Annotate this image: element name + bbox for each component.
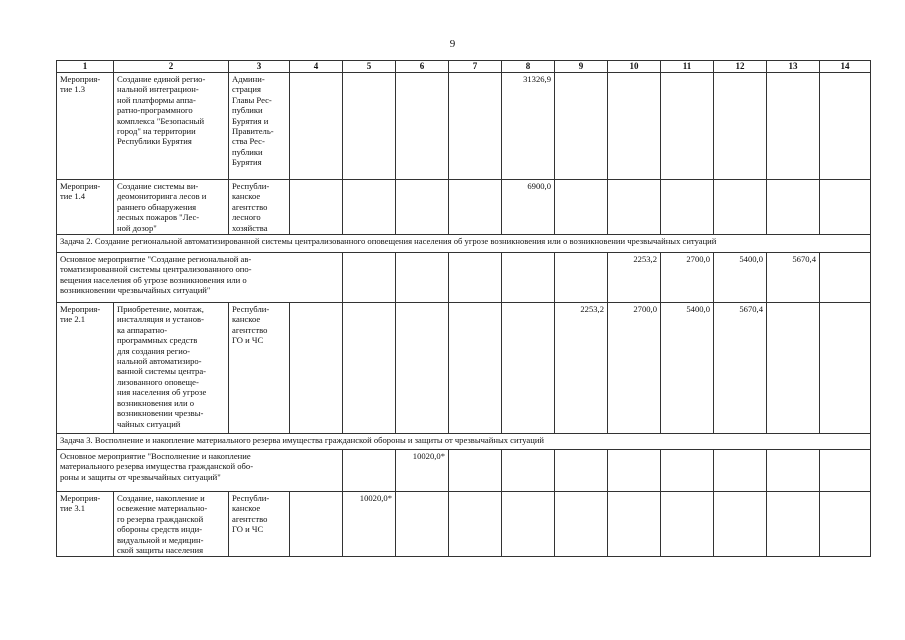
value-col-4 <box>290 303 343 434</box>
value-col-6 <box>449 450 502 492</box>
value-col-8 <box>502 492 555 557</box>
column-header-2: 2 <box>114 61 229 73</box>
value-col-7 <box>449 73 502 180</box>
value-col-7 <box>449 180 502 235</box>
value-col-10: 2700,0 <box>608 303 661 434</box>
value-col-6 <box>449 253 502 303</box>
value-col-6 <box>396 73 449 180</box>
table-row <box>57 450 871 492</box>
activity-name: Создание единой регио- нальной интеграцион- ной платформы аппа- ратно-программного комплекса "Безопасный город" на территории Республики Бурятия <box>114 73 229 180</box>
activity-code: Мероприя- тие 1.4 <box>57 180 114 235</box>
activity-code: Мероприя- тие 3.1 <box>57 492 114 557</box>
value-col-10 <box>608 180 661 235</box>
column-header-1: 1 <box>57 61 114 73</box>
column-header-13: 13 <box>767 61 820 73</box>
value-col-13 <box>820 253 871 303</box>
value-col-14 <box>820 73 871 180</box>
responsible-agency: Республи- канское агентство ГО и ЧС <box>229 303 290 434</box>
value-col-7 <box>502 253 555 303</box>
value-col-12: 5670,4 <box>714 303 767 434</box>
value-col-7 <box>449 303 502 434</box>
value-col-7 <box>502 450 555 492</box>
value-col-12: 5670,4 <box>767 253 820 303</box>
value-col-12 <box>714 492 767 557</box>
column-header-3: 3 <box>229 61 290 73</box>
value-col-6 <box>396 492 449 557</box>
column-header-9: 9 <box>555 61 608 73</box>
responsible-agency: Республи- канское агентство ГО и ЧС <box>229 492 290 557</box>
column-header-5: 5 <box>343 61 396 73</box>
table-row <box>57 492 871 557</box>
value-col-4 <box>290 492 343 557</box>
page-number: 9 <box>449 38 456 50</box>
value-col-13 <box>767 180 820 235</box>
table-row <box>57 434 871 450</box>
activity-code: Мероприя- тие 2.1 <box>57 303 114 434</box>
activity-code: Мероприя- тие 1.3 <box>57 73 114 180</box>
column-header-14: 14 <box>820 61 871 73</box>
column-header-8: 8 <box>502 61 555 73</box>
value-col-5 <box>396 253 449 303</box>
value-col-12 <box>714 73 767 180</box>
value-col-4 <box>290 180 343 235</box>
value-col-8: 31326,9 <box>502 73 555 180</box>
table-row <box>57 73 871 180</box>
value-col-9 <box>555 73 608 180</box>
value-col-11 <box>661 180 714 235</box>
table-row <box>57 180 871 235</box>
value-col-13 <box>767 73 820 180</box>
value-col-6 <box>396 303 449 434</box>
value-col-14 <box>820 180 871 235</box>
column-header-12: 12 <box>714 61 767 73</box>
value-col-8 <box>555 450 608 492</box>
value-col-5: 10020,0* <box>396 450 449 492</box>
column-header-10: 10 <box>608 61 661 73</box>
task-heading: Задача 2. Создание региональной автоматизированной системы централизованного оповещения населения об угрозе возникновения или о возникновении чрезвычайных ситуаций <box>57 235 871 253</box>
value-col-5 <box>343 303 396 434</box>
value-col-4 <box>343 450 396 492</box>
responsible-agency: Админи- страция Главы Рес- публики Бурятия и Правитель- ства Рес- публики Бурятия <box>229 73 290 180</box>
activity-name: Создание, накопление и освежение материально- го резерва гражданской обороны средств инди- видуальной и медицин- ской защиты населения <box>114 492 229 557</box>
column-header-4: 4 <box>290 61 343 73</box>
value-col-10 <box>661 450 714 492</box>
value-col-13 <box>767 303 820 434</box>
column-header-6: 6 <box>396 61 449 73</box>
value-col-10: 2700,0 <box>661 253 714 303</box>
table-row <box>57 253 871 303</box>
main-activity-name: Основное мероприятие "Создание региональной ав- томатизированной системы централизованного опо- вещения населения об угрозе возникновения или о возникновении чрезвычайных ситуаций" <box>57 253 343 303</box>
value-col-9 <box>608 450 661 492</box>
value-col-5: 10020,0* <box>343 492 396 557</box>
value-col-12 <box>714 180 767 235</box>
value-col-10 <box>608 73 661 180</box>
value-col-9 <box>555 180 608 235</box>
value-col-9 <box>555 492 608 557</box>
value-col-10 <box>608 492 661 557</box>
activity-name: Создание системы ви- деомониторинга лесов и раннего обнаружения лесных пожаров "Лес- ной дозор" <box>114 180 229 235</box>
responsible-agency: Республи- канское агентство лесного хозяйства <box>229 180 290 235</box>
column-header-11: 11 <box>661 61 714 73</box>
value-col-7 <box>449 492 502 557</box>
value-col-4 <box>290 73 343 180</box>
value-col-5 <box>343 180 396 235</box>
header-row <box>57 61 871 73</box>
column-header-7: 7 <box>449 61 502 73</box>
value-col-13 <box>820 450 871 492</box>
task-heading: Задача 3. Восполнение и накопление материального резерва имущества гражданской обороны и защиты от чрезвычайных ситуаций <box>57 434 871 450</box>
value-col-11: 5400,0 <box>661 303 714 434</box>
table-row <box>57 303 871 434</box>
value-col-13 <box>767 492 820 557</box>
activity-name: Приобретение, монтаж, инсталляция и установ- ка аппаратно- программных средств для создания регио- нальной автоматизиро- ванной системы центра- лизованного оповеще- ния населения об угрозе возникновения или о возникновении чрезвы- чайных ситуаций <box>114 303 229 434</box>
value-col-9: 2253,2 <box>608 253 661 303</box>
value-col-8 <box>502 303 555 434</box>
value-col-12 <box>767 450 820 492</box>
value-col-4 <box>343 253 396 303</box>
value-col-11: 5400,0 <box>714 253 767 303</box>
table-row <box>57 235 871 253</box>
value-col-8: 6900,0 <box>502 180 555 235</box>
value-col-14 <box>820 303 871 434</box>
value-col-14 <box>820 492 871 557</box>
main-activity-name: Основное мероприятие "Восполнение и накопление материального резерва имущества гражданской обо- роны и защиты от чрезвычайных ситуаций" <box>57 450 343 492</box>
value-col-11 <box>661 73 714 180</box>
value-col-6 <box>396 180 449 235</box>
program-table <box>56 60 871 557</box>
value-col-9: 2253,2 <box>555 303 608 434</box>
value-col-11 <box>661 492 714 557</box>
value-col-11 <box>714 450 767 492</box>
value-col-8 <box>555 253 608 303</box>
value-col-5 <box>343 73 396 180</box>
